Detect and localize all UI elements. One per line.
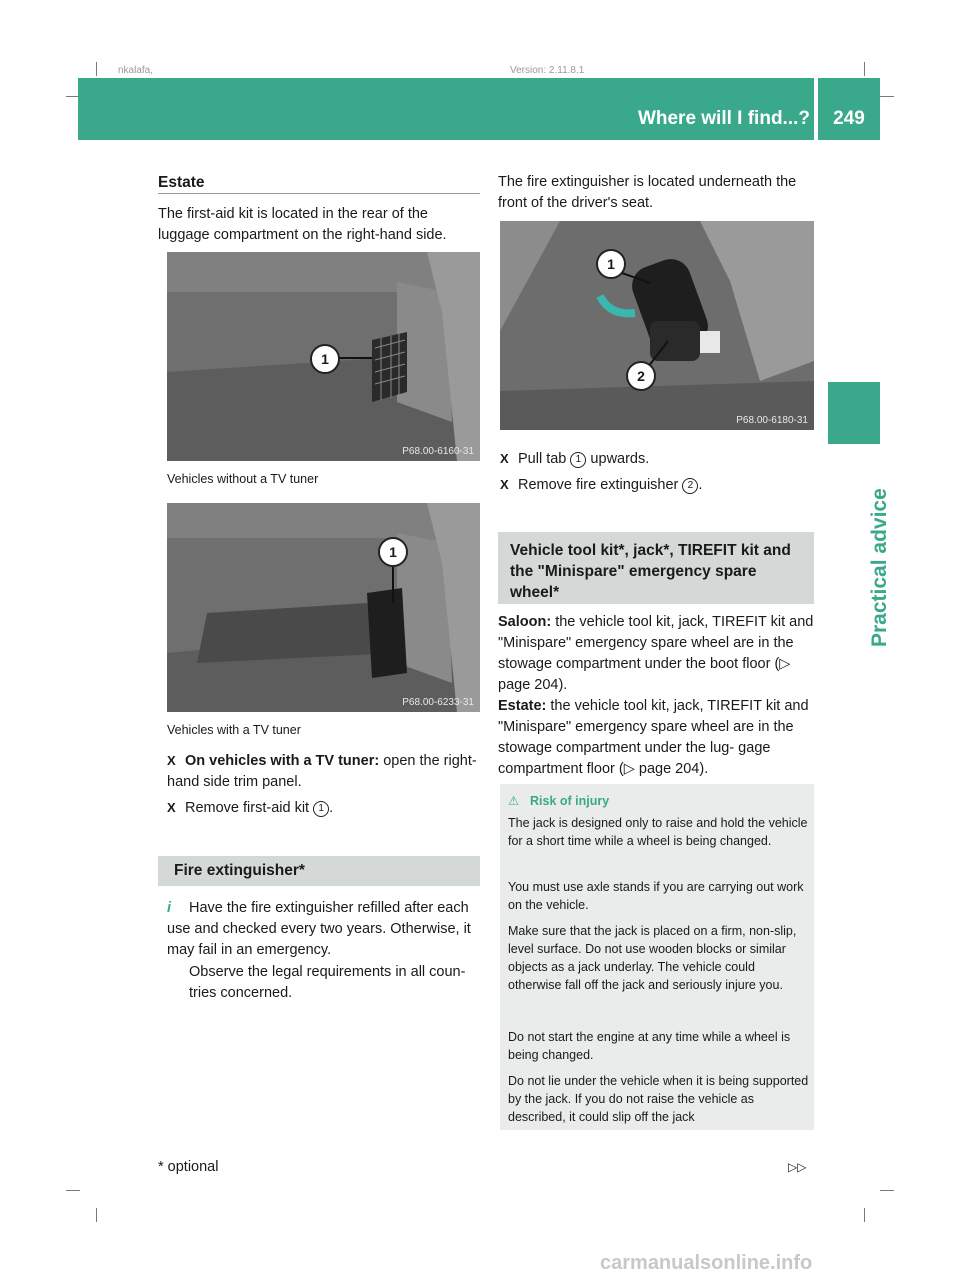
optional-footnote: * optional [158,1159,219,1175]
section-title-fire-extinguisher: Fire extinguisher* [174,862,305,879]
estate-paragraph [498,696,816,780]
photo-caption: Vehicles without a TV tuner [167,472,319,486]
page-title: Where will I find...? [637,108,810,129]
ref-circle-1: 1 [313,801,329,817]
warning-title: Risk of injury [530,794,610,808]
step-bold: On vehicles with a TV tuner: [185,753,380,769]
crop-mark [880,1190,894,1191]
step-marker-icon: X [167,753,176,768]
side-tab-block [828,382,880,444]
fire-note-legal: Observe the legal requirements in all coun- tries concerned. [189,964,466,1001]
step-remove-first-aid-kit: X Remove first-aid kit 1 . [167,797,480,819]
step-remove-extinguisher: X Remove fire extinguisher 2 . [500,474,814,496]
photo-code: P68.00-6160-31 [402,446,474,457]
fire-note-text: Have the fire extinguisher refilled after each use and checked every two years. Otherwise, it may fail in an emergency. [167,900,471,958]
photo-code: P68.00-6233-31 [402,697,474,708]
ref-circle-2: 2 [682,478,698,494]
crop-mark [96,62,97,76]
warning-p4: Do not start the engine at any time while a wheel is being changed. [508,1030,791,1062]
warning-box [500,784,814,1130]
luggage-compartment-illustration [167,503,480,712]
saloon-text: the vehicle tool kit, jack, TIREFIT kit and "Minispare" emergency spare wheel are in the stowage compartment under the boot floor (▷ page 204). [498,614,814,693]
seat-extinguisher-illustration [500,221,814,430]
saloon-paragraph [498,612,816,696]
warning-p5: Do not lie under the vehicle when it is being supported by the jack. If you do not raise the vehicle as described, it could slip off the jack [508,1074,809,1124]
step-text: upwards. [586,451,650,467]
info-icon: i [167,900,172,916]
step-marker-icon: X [167,800,176,815]
callout-2: 2 [626,361,656,391]
step-marker-icon: X [500,451,509,466]
fire-note [167,898,480,961]
section-title-tool-kit: Vehicle tool kit*, jack*, TIREFIT kit and the "Minispare" emergency spare wheel* [510,542,791,601]
watermark: carmanualsonline.info [600,1252,813,1274]
step-pull-tab [500,448,814,470]
photo-caption: Vehicles with a TV tuner [167,723,301,737]
warning-p3: Make sure that the jack is placed on a firm, non-slip, level surface. Do not use wooden blocks or similar objects as a jack underlay. The vehicle could otherwise fall off the jack and seriously injure you. [508,924,797,992]
ref-circle-1: 1 [570,452,586,468]
page-number: 249 [833,108,865,129]
step-text: open the right-hand side trim panel. [167,753,477,790]
print-meta-version: Version: 2.11.8.1 [510,65,585,76]
side-tab-label: Practical advice [868,488,891,647]
tool-kit-heading-box [498,532,814,604]
continue-arrow-icon: ▷▷ [788,1160,807,1174]
step-text: Remove fire extinguisher [518,477,683,493]
estate-label: Estate: [498,698,547,714]
photo-first-aid-no-tuner [167,252,480,461]
warning-p1: The jack is designed only to raise and hold the vehicle for a short time while a wheel is being changed. [508,816,808,848]
step-text: Pull tab [518,451,571,467]
crop-mark [66,1190,80,1191]
crop-mark [864,62,865,76]
photo-first-aid-with-tuner [167,503,480,712]
crop-mark [96,1208,97,1222]
estate-text: the vehicle tool kit, jack, TIREFIT kit and "Minispare" emergency spare wheel are in the stowage compartment under the lug- gage compartment floor (▷ page 204). [498,698,809,777]
photo-fire-extinguisher [500,221,814,430]
section-rule [158,193,480,194]
step-marker-icon: X [500,477,509,492]
saloon-label: Saloon: [498,614,552,630]
warning-p2: You must use axle stands if you are carrying out work on the vehicle. [508,880,804,912]
estate-intro: The first-aid kit is located in the rear of the luggage compartment on the right-hand side. [158,206,447,243]
step-open-trim-panel [167,750,480,793]
crop-mark [880,96,894,97]
warning-heading [508,792,609,810]
section-title-estate: Estate [158,174,205,191]
callout-1: 1 [310,344,340,374]
crop-mark [864,1208,865,1222]
step-text: Remove first-aid kit [185,800,314,816]
fire-location-intro: The fire extinguisher is located underneath the front of the driver's seat. [498,174,797,211]
callout-1: 1 [596,249,626,279]
print-meta-left: nkalafa, [118,65,154,76]
fire-extinguisher-heading-box [158,856,480,886]
callout-1: 1 [378,537,408,567]
warning-triangle-icon: ⚠ [508,794,520,808]
photo-code: P68.00-6180-31 [736,415,808,426]
